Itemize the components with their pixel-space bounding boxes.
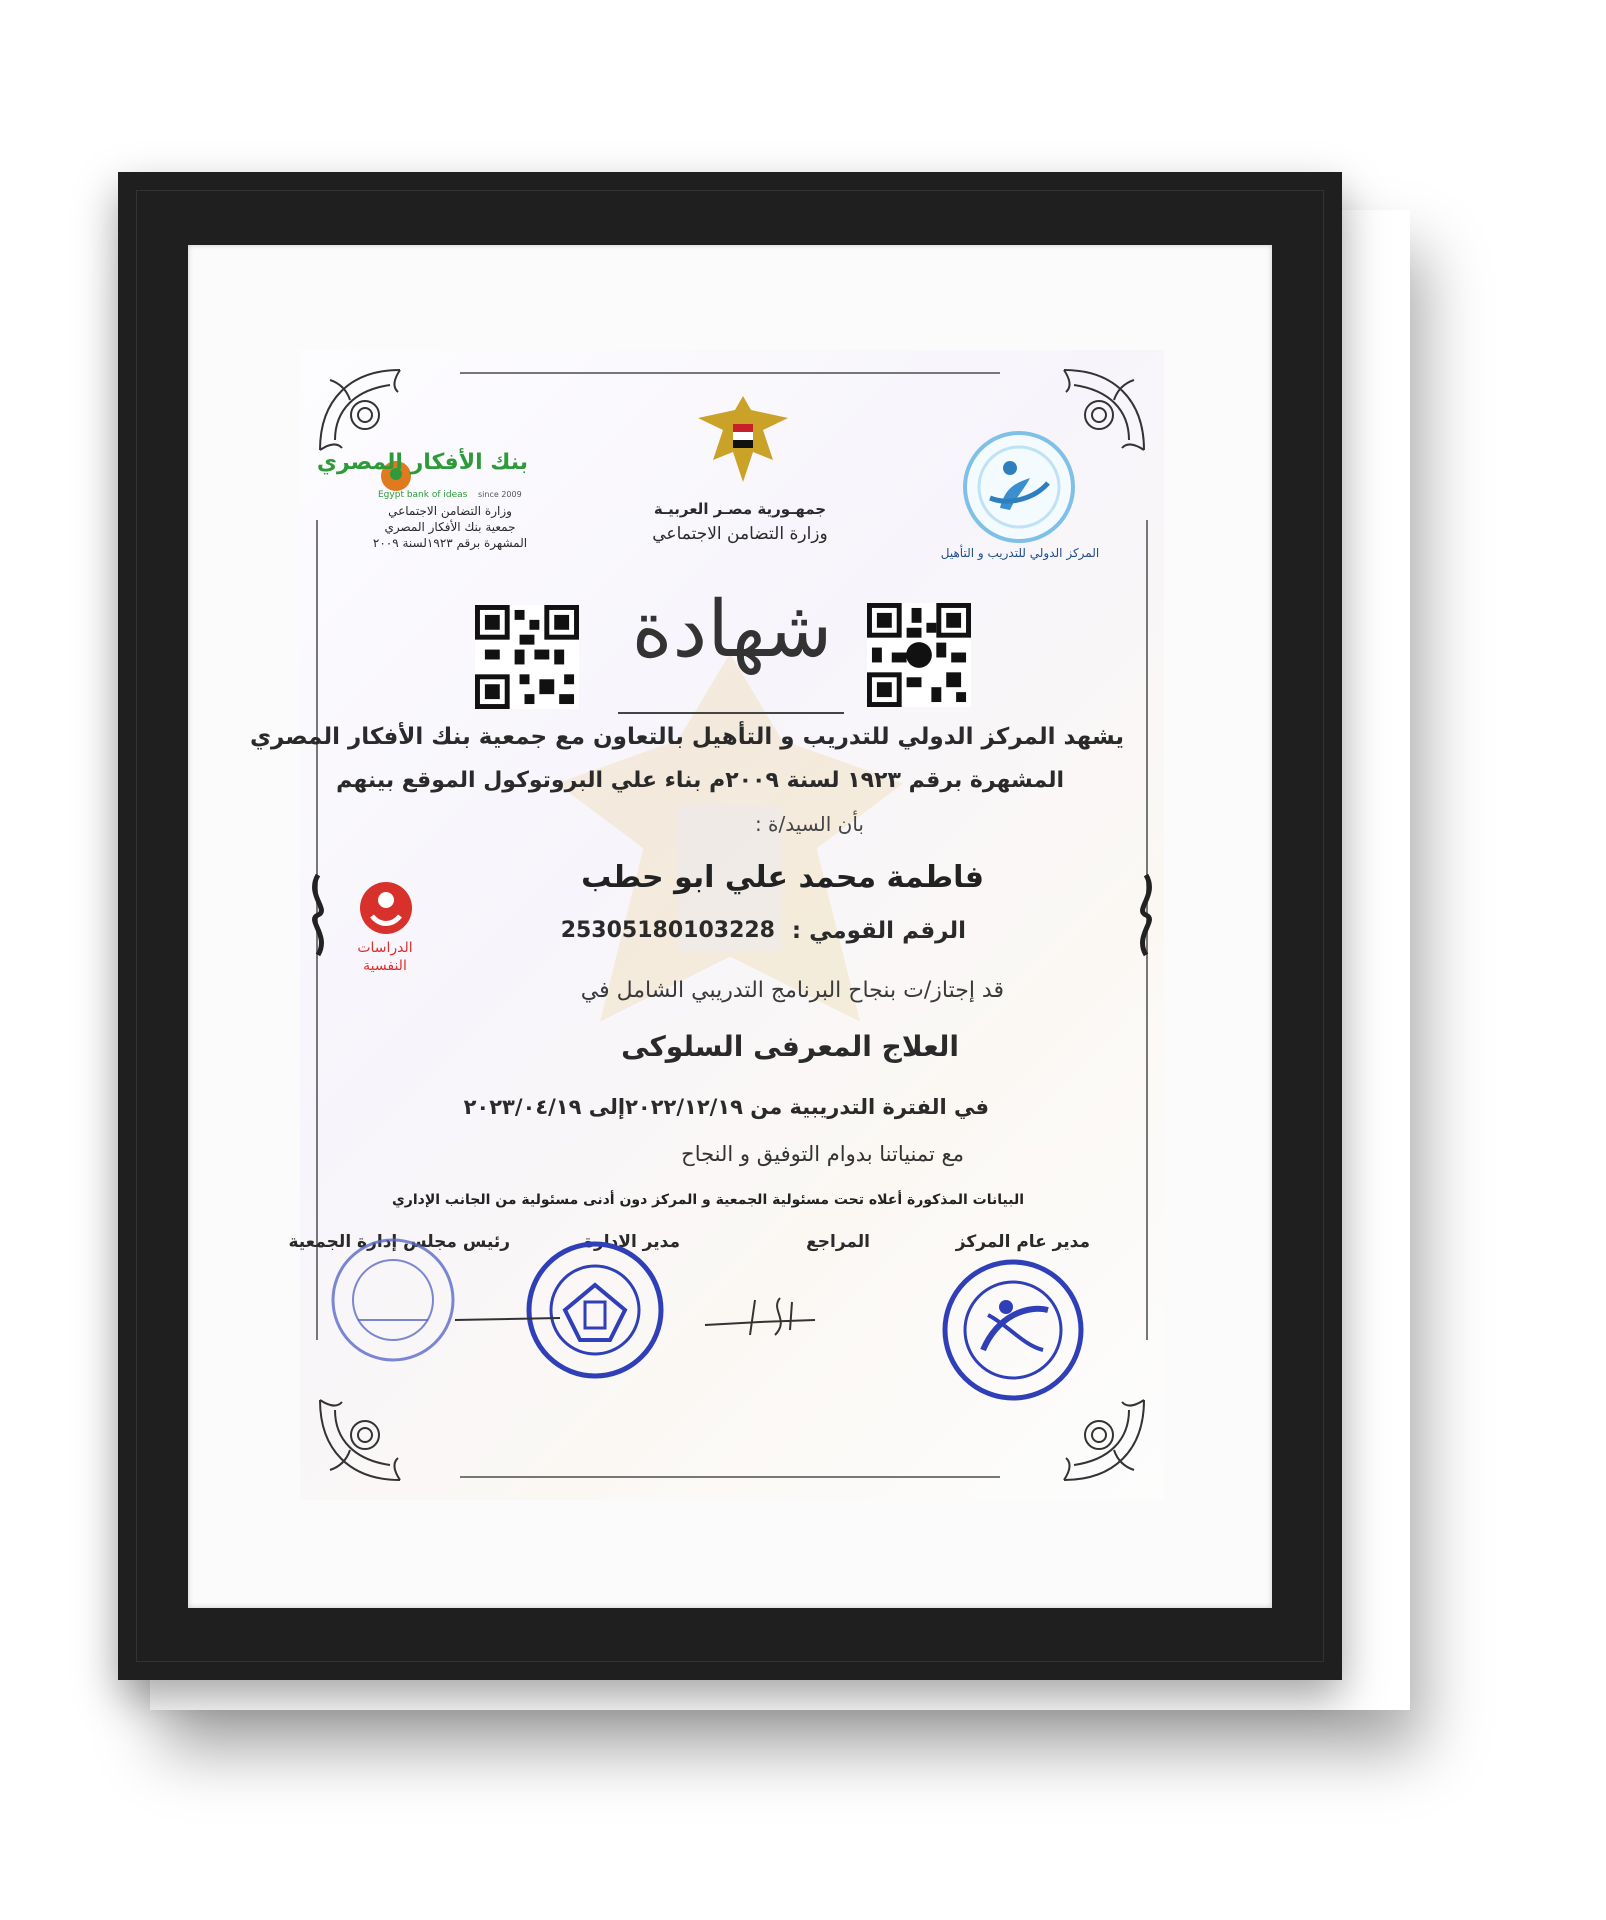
- bank-of-ideas-line3: المشهرة برقم ١٩٢٣لسنة ٢٠٠٩: [372, 536, 528, 550]
- psychological-studies-logo: [358, 880, 414, 936]
- training-period: في الفترة التدريبية من ٢٠٢٢/١٢/١٩إلى ٢٠٢٣/٠٤/١٩: [463, 1095, 989, 1119]
- title-underline: [618, 712, 844, 714]
- training-center-logo: [960, 428, 1078, 546]
- chairman-signature: [450, 1300, 570, 1330]
- intro-line-1: يشهد المركز الدولي للتدريب و التأهيل بالتعاون مع جمعية بنك الأفكار المصري: [249, 724, 1124, 750]
- disclaimer-text: البيانات المذكورة أعلاه تحت مسئولية الجمعية و المركز دون أدنى مسئولية من الجانب الإداري: [391, 1192, 1024, 1208]
- bank-of-ideas-line1: وزارة التضامن الاجتماعي: [388, 504, 512, 518]
- corner-ornament-top-left: [310, 360, 420, 460]
- bank-of-ideas-english: Egypt bank of ideas: [378, 490, 468, 500]
- wishes-text: مع تمنياتنا بدوام التوفيق و النجاح: [681, 1142, 964, 1166]
- side-ornament-right: [1132, 870, 1160, 960]
- national-id-label: الرقم القومي :: [791, 918, 966, 944]
- intro-line-2: المشهرة برقم ١٩٢٣ لسنة ٢٠٠٩م بناء علي البروتوكول الموقع بينهم: [336, 768, 1064, 793]
- recipient-name: فاطمة محمد علي ابو حطب: [581, 860, 984, 895]
- border-bottom: [460, 1476, 1000, 1478]
- psychological-studies-line2: النفسية: [363, 958, 407, 974]
- psychological-studies-line1: الدراسات: [357, 940, 413, 956]
- qr-code-facebook[interactable]: [867, 603, 971, 707]
- bank-of-ideas-since: since 2009: [478, 490, 522, 499]
- certificate-paper: [249, 350, 1164, 1500]
- certificate-title: شهادة: [631, 585, 833, 675]
- intro-line-3: بأن السيد/ة :: [754, 812, 864, 836]
- training-center-caption: المركز الدولي للتدريب و التأهيل: [940, 546, 1100, 560]
- general-manager-stamp: [928, 1255, 1098, 1405]
- association-stamp: [318, 1230, 468, 1370]
- signature-label-reviewer: المراجع: [806, 1232, 870, 1252]
- bank-of-ideas-brand: بنك الأفكار المصري: [316, 450, 528, 475]
- corner-ornament-bottom-left: [310, 1390, 420, 1490]
- reviewer-signature: [700, 1290, 820, 1340]
- ministry-name: وزارة التضامن الاجتماعي: [652, 524, 828, 544]
- bank-of-ideas-line2: جمعية بنك الأفكار المصري: [384, 520, 516, 534]
- signature-label-board-chairman: رئيس مجلس إدارة الجمعية: [288, 1232, 510, 1252]
- side-ornament-left: [304, 870, 332, 960]
- qr-code-whatsapp[interactable]: [475, 605, 579, 709]
- national-id-value: 25305180103228: [560, 918, 775, 943]
- egypt-eagle-logo: [693, 390, 793, 490]
- passed-text: قد إجتاز/ت بنجاح البرنامج التدريبي الشامل في: [580, 978, 1004, 1003]
- signature-label-admin-manager: مدير الإدارة: [583, 1232, 680, 1252]
- signature-label-general-manager: مدير عام المركز: [955, 1232, 1090, 1252]
- program-name: العلاج المعرفى السلوكى: [621, 1030, 959, 1063]
- border-top: [460, 372, 1000, 374]
- corner-ornament-bottom-right: [1044, 1390, 1154, 1490]
- country-name: جمهـورية مصـر العربيـة: [653, 500, 827, 518]
